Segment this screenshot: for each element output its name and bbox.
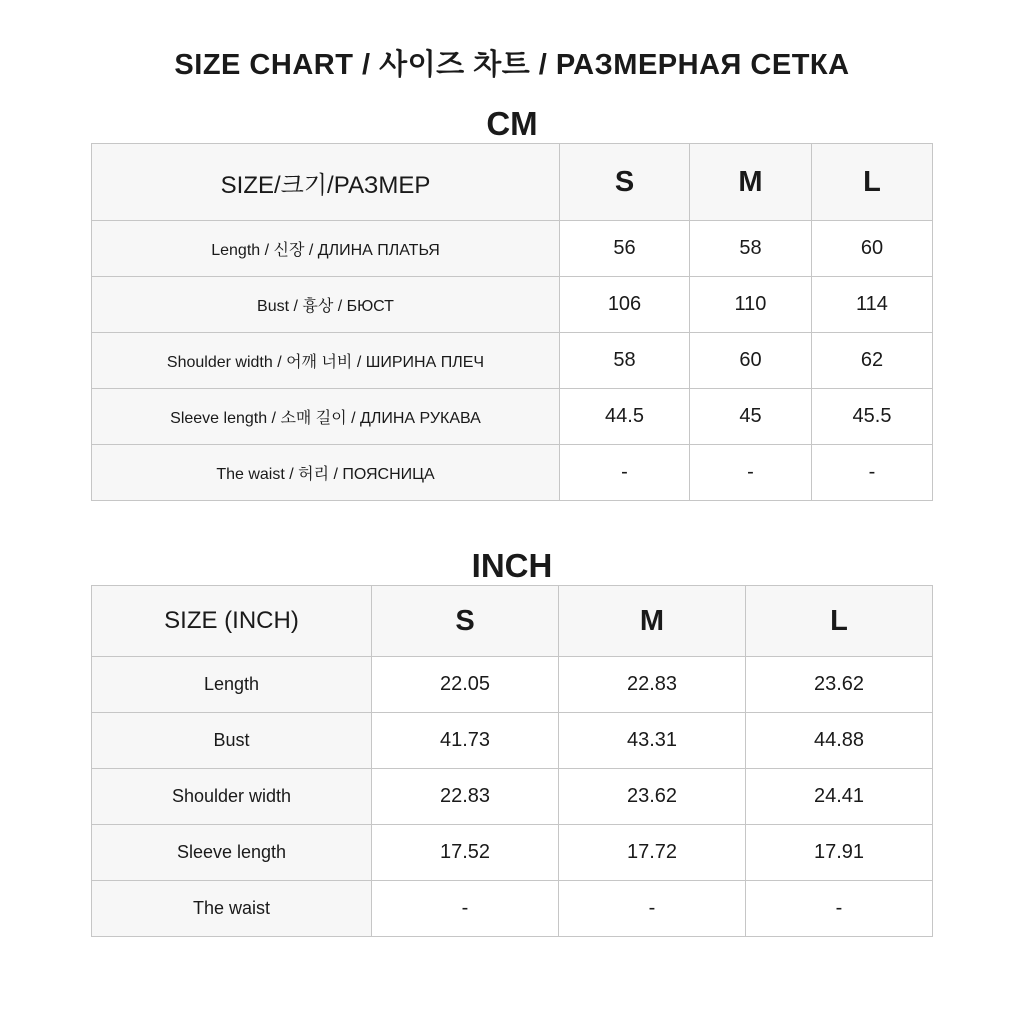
row-label-the-waist: The waist [92, 881, 372, 937]
cell-value: 22.83 [372, 769, 559, 825]
cell-value: - [559, 881, 746, 937]
cell-value: 41.73 [372, 713, 559, 769]
cm-header-size-label: SIZE/크기/РАЗМЕР [92, 144, 560, 221]
inch-size-table [91, 585, 933, 937]
inch-header-m: M [559, 586, 746, 657]
table-row [92, 657, 933, 713]
inch-header-size-label: SIZE (INCH) [92, 586, 372, 657]
cell-value: 45 [690, 389, 812, 445]
cell-value: 24.41 [746, 769, 933, 825]
table-row [92, 389, 933, 445]
row-label-shoulder-width: Shoulder width / 어깨 너비 / ШИРИНА ПЛЕЧ [92, 333, 560, 389]
cell-value: 17.52 [372, 825, 559, 881]
cell-value: 60 [812, 221, 933, 277]
row-label-sleeve-length: Sleeve length / 소매 길이 / ДЛИНА РУКАВА [92, 389, 560, 445]
cm-header-l: L [812, 144, 933, 221]
cell-value: 106 [560, 277, 690, 333]
cell-value: 62 [812, 333, 933, 389]
cell-value: 58 [560, 333, 690, 389]
table-row [92, 277, 933, 333]
cm-size-table [91, 143, 933, 501]
cm-section-title: CM [486, 105, 538, 142]
inch-header-row [92, 586, 933, 657]
cell-value: 58 [690, 221, 812, 277]
row-label-sleeve-length: Sleeve length [92, 825, 372, 881]
cell-value: 22.05 [372, 657, 559, 713]
cell-value: 43.31 [559, 713, 746, 769]
row-label-shoulder-width: Shoulder width [92, 769, 372, 825]
row-label-bust: Bust / 흉상 / БЮСТ [92, 277, 560, 333]
cell-value: 44.88 [746, 713, 933, 769]
row-label-bust: Bust [92, 713, 372, 769]
inch-header-l: L [746, 586, 933, 657]
table-row [92, 445, 933, 501]
cell-value: 23.62 [746, 657, 933, 713]
cell-value: 114 [812, 277, 933, 333]
inch-section-title: INCH [471, 547, 553, 584]
table-row [92, 221, 933, 277]
cell-value: - [690, 445, 812, 501]
table-row [92, 713, 933, 769]
cell-value: 110 [690, 277, 812, 333]
cell-value: 17.91 [746, 825, 933, 881]
cell-value: 45.5 [812, 389, 933, 445]
cell-value: 22.83 [559, 657, 746, 713]
row-label-length: Length [92, 657, 372, 713]
cell-value: 23.62 [559, 769, 746, 825]
table-row [92, 333, 933, 389]
cell-value: - [812, 445, 933, 501]
cell-value: - [560, 445, 690, 501]
table-row [92, 881, 933, 937]
cell-value: 60 [690, 333, 812, 389]
table-row [92, 769, 933, 825]
cell-value: - [746, 881, 933, 937]
cm-header-row [92, 144, 933, 221]
cell-value: 56 [560, 221, 690, 277]
cm-header-m: M [690, 144, 812, 221]
cell-value: 17.72 [559, 825, 746, 881]
row-label-the-waist: The waist / 허리 / ПОЯСНИЦА [92, 445, 560, 501]
cell-value: - [372, 881, 559, 937]
row-label-length: Length / 신장 / ДЛИНА ПЛАТЬЯ [92, 221, 560, 277]
page-title: SIZE CHART / 사이즈 차트 / РАЗМЕРНАЯ СЕТКА [174, 49, 850, 81]
inch-header-s: S [372, 586, 559, 657]
cm-header-s: S [560, 144, 690, 221]
table-row [92, 825, 933, 881]
cell-value: 44.5 [560, 389, 690, 445]
